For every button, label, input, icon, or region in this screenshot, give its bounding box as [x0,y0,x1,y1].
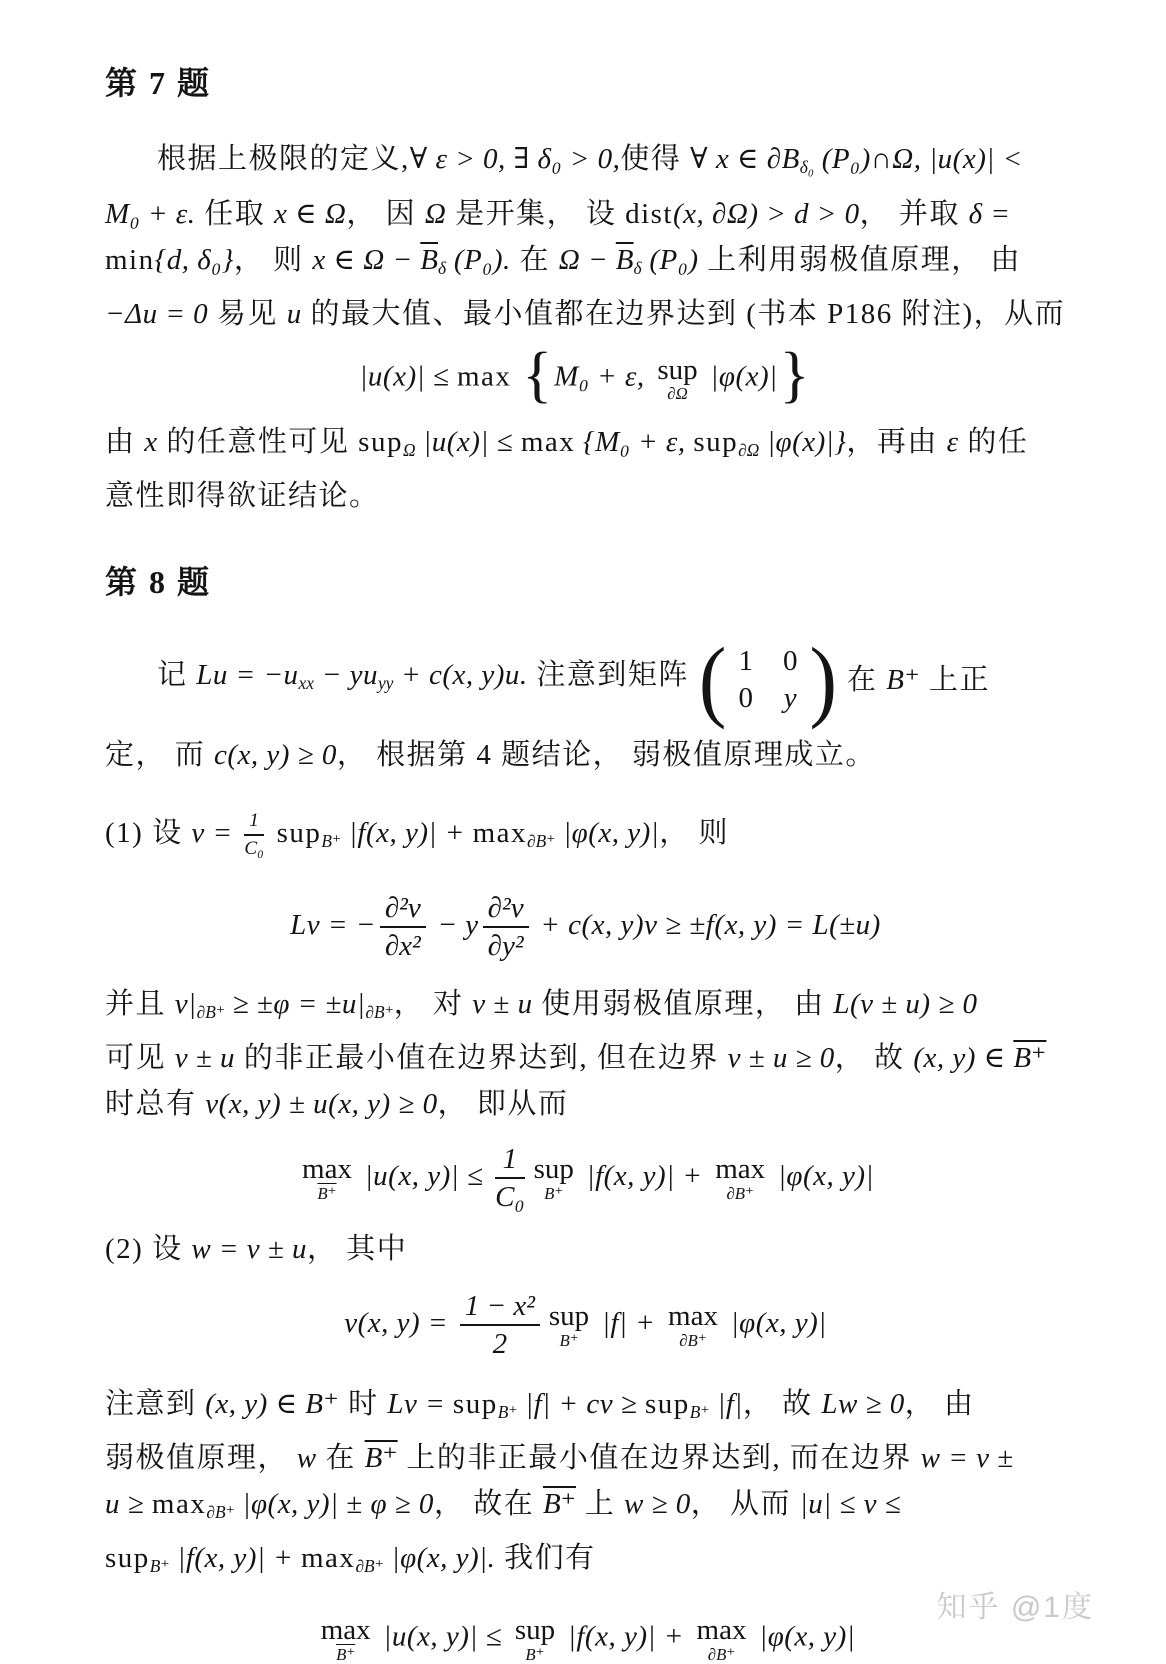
text-line: 时总有 v(x, y) ± u(x, y) ≥ 0， 即从而 [105,1087,569,1120]
text-line: −Δu = 0 易见 u 的最大值、最小值都在边界达到 (书本 P186 附注)，从而 [105,297,1066,330]
text-line: 弱极值原理， w 在 B⁺ 上的非正最小值在边界达到, 而在边界 w = v ± [105,1441,1014,1474]
display-formula-max-u-bound-1: max B⁺ |u(x, y)| ≤ $\frac{1}{\text{C₀}}$ sup B⁺ |f(x, y)| + max ∂B⁺ |φ(x, y)| [302,1142,874,1214]
text-line: u ≥ max∂B⁺ |φ(x, y)| ± φ ≥ 0， 故在 B⁺ 上 w ≥ 0， 从而 |u| ≤ v ≤ [105,1487,902,1523]
display-formula-max-bound: |u(x)| ≤ max {M₀ + ε, sup ∂Ω |φ(x)|} [359,340,810,410]
text-line: 由 x 的任意性可见 supΩ |u(x)| ≤ max {M₀ + ε, sup∂Ω |φ(x)|}，再由 ε 的任 [105,425,1029,461]
text-segment: 在 B⁺ 上正 [846,663,991,696]
text-line: 并且 v|∂B⁺ ≥ ±φ = ±u|∂B⁺， 对 v ± u 使用弱极值原理， 由 L(v ± u) ≥ 0 [105,987,978,1022]
matrix-grid [726,644,809,714]
section-7-paragraph-2 [105,419,1066,519]
text-line: min{d, δ₀}， 则 x ∈ $\Omega - \overline{B}\delta$ (P₀). 在 $\Omega - \overline{B}\delta$ (P₀) 上利用弱极值原理， 由 [105,243,1021,278]
text-line: supB⁺ |f(x, y)| + max∂B⁺ |φ(x, y)|. 我们有 [105,1542,596,1577]
display-formula-Lv: Lv = − $\frac{\text{∂²v}}{\text{∂x²}}$ − y $\frac{\text{∂²v}}{\text{∂y²}}$ + c(x, y)v ≥ ±f(x, y) = L(±u) [290,891,881,963]
section-7-paragraph-1 [105,136,1066,336]
section-8-paragraph-3 [105,1381,1066,1590]
matrix-cell: 1 [738,644,753,677]
matrix [698,628,837,730]
text-line: 注意到 (x, y) ∈ B⁺ 时 Lv = supB⁺ |f| + cv ≥ supB⁺ |f|， 故 Lw ≥ 0， 由 [105,1387,975,1422]
matrix-close-paren: ) [809,628,837,730]
watermark: 知乎 @1度 [936,1591,1094,1624]
display-formula-max-u-bound-2: max B⁺ |u(x, y)| ≤ sup B⁺ |f(x, y)| + max ∂B⁺ |φ(x, y)| [320,1614,856,1664]
section-8-paragraph-2 [105,981,1066,1127]
matrix-open-paren: ( [698,628,727,730]
item-1-line: (1) 设 v = $\frac{1}{\text{C₀}}$ supB⁺ |f(x, y)| + max∂B⁺ |φ(x, y)|， 则 [105,810,729,859]
section-8-title: 第 8 题 [105,564,212,601]
text-line: 根据上极限的定义,∀ ε > 0, ∃ δ₀ > 0,使得 ∀ x ∈ ∂Bδ₀ (P₀)∩Ω, |u(x)| < [157,143,1023,178]
display-formula-v-definition: v(x, y) = $\frac{\text{1 − x²}}{2}$ sup B⁺ |f| + max ∂B⁺ |φ(x, y)| [344,1289,827,1361]
text-line-with-matrix [105,628,1066,732]
matrix-cell: 0 [738,681,753,714]
matrix-cell: 0 [782,644,798,677]
text-segment: 记 Lu = −uxx − yuyy + c(x, y)u. 注意到矩阵 [157,659,689,694]
text-line: 可见 v ± u 的非正最小值在边界达到, 但在边界 v ± u ≥ 0， 故 (x, y) ∈ B⁺ [105,1041,1047,1074]
text-line: 定， 而 c(x, y) ≥ 0， 根据第 4 题结论， 弱极值原理成立。 [105,738,876,771]
section-7-title: 第 7 题 [105,65,212,101]
text-line: 意性即得欲证结论。 [105,480,380,513]
item-2-line: (2) 设 w = v ± u， 其中 [105,1232,408,1265]
text-line: M₀ + ε. 任取 x ∈ Ω， 因 Ω 是开集， 设 dist(x, ∂Ω) > d > 0， 并取 δ = [105,197,1011,230]
matrix-cell: y [783,681,797,714]
